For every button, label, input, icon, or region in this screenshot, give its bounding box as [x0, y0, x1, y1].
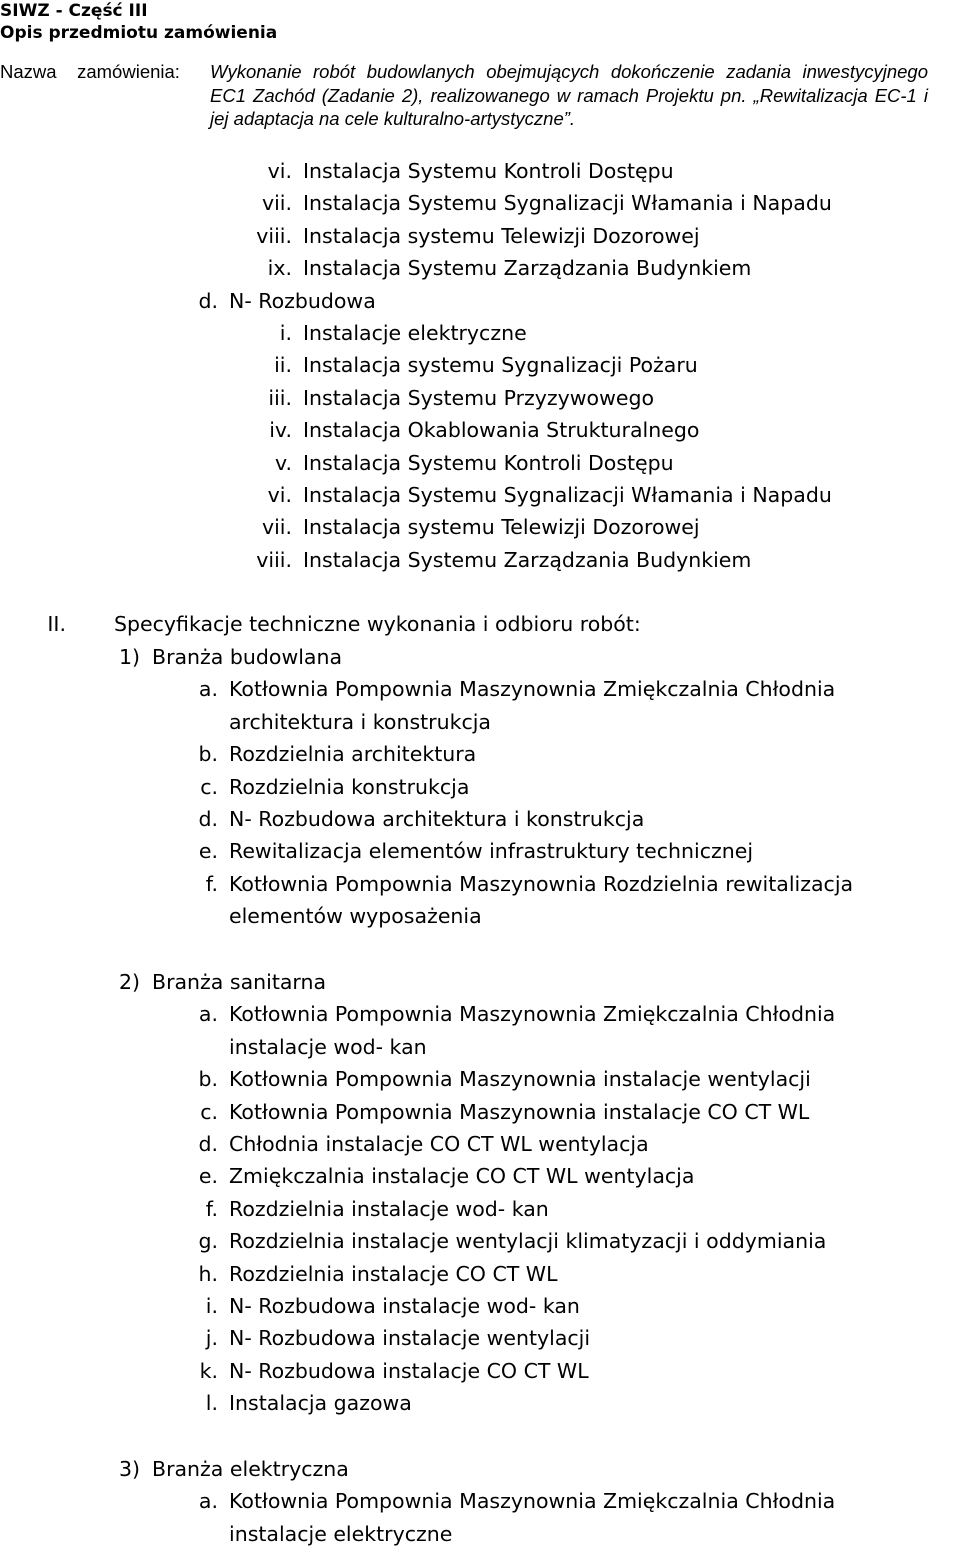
list-item [0, 1322, 960, 1354]
list-marker: f. [205, 1196, 218, 1221]
list-text: instalacje wod- kan [229, 1034, 427, 1059]
list-text: Rozdzielnia architektura [229, 742, 477, 767]
list-marker: 3) [118, 1457, 140, 1481]
list-marker: e. [198, 1164, 218, 1189]
list-marker: i. [205, 1294, 218, 1318]
list-item [0, 1290, 960, 1322]
list-marker: i. [279, 321, 292, 345]
list-text: Specyfikacje techniczne wykonania i odbioru robót: [114, 612, 641, 636]
list-marker: a. [198, 1002, 218, 1027]
list-marker: h. [198, 1261, 218, 1286]
list-marker: vii. [261, 515, 292, 540]
list-item [0, 414, 960, 446]
list-marker: j. [205, 1326, 218, 1351]
list-text: Rozdzielnia instalacje CO CT WL [229, 1261, 558, 1286]
list-item [0, 803, 960, 835]
list-item [0, 511, 960, 543]
list-text: Instalacja Systemu Sygnalizacji Włamania i Napadu [303, 191, 832, 216]
list-item [0, 317, 960, 349]
list-marker: k. [199, 1358, 218, 1383]
list-item [0, 868, 960, 900]
list-marker: 1) [118, 645, 140, 669]
list-text: Instalacja Systemu Kontroli Dostępu [303, 159, 674, 183]
list-marker: d. [198, 1132, 218, 1156]
list-item [0, 1096, 960, 1128]
list-marker: iii. [268, 385, 292, 410]
list-text: Instalacja Systemu Kontroli Dostępu [303, 450, 674, 475]
list-text: Instalacja systemu Telewizji Dozorowej [303, 223, 700, 248]
list-marker: 2) [118, 970, 140, 994]
list-text: Rozdzielnia konstrukcja [229, 774, 470, 799]
list-marker: c. [200, 1099, 218, 1124]
list-marker: ix. [267, 256, 292, 281]
list-text: Kotłownia Pompownia Maszynownia Zmiękczalnia Chłodnia [229, 1489, 836, 1514]
order-name-label: Nazwa zamówienia: [0, 61, 180, 82]
list-text: Chłodnia instalacje CO CT WL wentylacja [229, 1132, 649, 1156]
list-marker: viii. [256, 547, 292, 572]
list-item [0, 187, 960, 219]
list-text: Branża elektryczna [152, 1457, 349, 1481]
list-text: Rewitalizacja elementów infrastruktury technicznej [229, 839, 754, 864]
list-marker: vii. [261, 191, 292, 216]
list-marker: e. [198, 839, 218, 864]
list-item-section-d [0, 285, 960, 317]
list-text: Kotłownia Pompownia Maszynownia instalacje wentylacji [229, 1067, 811, 1092]
list-text: elementów wyposażenia [229, 904, 482, 929]
list-item [0, 479, 960, 511]
list-text: architektura i konstrukcja [229, 709, 491, 734]
list-text: Instalacja Systemu Zarządzania Budynkiem [303, 547, 752, 572]
list-text: Kotłownia Pompownia Maszynownia instalacje CO CT WL [229, 1099, 810, 1124]
list-text: Instalacja systemu Sygnalizacji Pożaru [303, 353, 698, 378]
list-marker: vi. [267, 483, 292, 507]
list-item [0, 1485, 960, 1517]
list-item [0, 1160, 960, 1192]
list-text: Kotłownia Pompownia Maszynownia Rozdzielnia rewitalizacja [229, 871, 854, 896]
list-text: Branża budowlana [152, 645, 343, 669]
list-text: instalacje elektryczne [229, 1521, 453, 1546]
list-marker: ii. [274, 353, 292, 378]
list-item [0, 1128, 960, 1160]
list-item-continuation [0, 900, 960, 932]
list-text: Instalacja Okablowania Strukturalnego [303, 418, 700, 443]
list-item [0, 998, 960, 1030]
list-marker: a. [198, 1489, 218, 1514]
list-item-continuation [0, 1031, 960, 1063]
list-item [0, 1225, 960, 1257]
list-item [0, 220, 960, 252]
list-text: Rozdzielnia instalacje wentylacji klimatyzacji i oddymiania [229, 1229, 827, 1254]
list-text: N- Rozbudowa instalacje wentylacji [229, 1326, 591, 1351]
list-text: N- Rozbudowa [229, 288, 376, 313]
list-item [0, 835, 960, 867]
list-item [0, 349, 960, 381]
list-item [0, 1258, 960, 1290]
document-subtitle: Opis przedmiotu zamówienia [0, 23, 278, 43]
list-item [0, 673, 960, 705]
page-header [0, 0, 960, 44]
list-marker: b. [198, 1067, 218, 1092]
list-text: Rozdzielnia instalacje wod- kan [229, 1196, 549, 1221]
list-item [0, 1355, 960, 1387]
list-item [0, 155, 960, 187]
list-item [0, 1193, 960, 1225]
list-item-continuation [0, 1518, 960, 1550]
list-marker: c. [200, 774, 218, 799]
list-item [0, 771, 960, 803]
list-marker: d. [198, 288, 218, 313]
document-title: SIWZ - Część III [0, 1, 148, 21]
section-heading-ii [0, 608, 960, 640]
list-marker: iv. [269, 418, 292, 443]
branch-heading [0, 641, 960, 673]
list-item [0, 544, 960, 576]
list-marker: a. [198, 677, 218, 702]
list-marker: II. [47, 612, 66, 636]
list-text: Kotłownia Pompownia Maszynownia Zmiękczalnia Chłodnia [229, 1002, 836, 1027]
list-item [0, 252, 960, 284]
list-text: Zmiękczalnia instalacje CO CT WL wentylacja [229, 1164, 695, 1189]
list-item-continuation [0, 706, 960, 738]
list-text: Instalacja Systemu Sygnalizacji Włamania i Napadu [303, 483, 832, 507]
list-text: N- Rozbudowa instalacje CO CT WL [229, 1358, 589, 1383]
list-item [0, 738, 960, 770]
list-marker: b. [198, 742, 218, 767]
list-marker: f. [205, 871, 218, 896]
list-text: N- Rozbudowa instalacje wod- kan [229, 1294, 580, 1318]
list-text: Instalacja Systemu Zarządzania Budynkiem [303, 256, 752, 281]
list-text: Instalacja Systemu Przyzywowego [303, 385, 655, 410]
list-text: Instalacje elektryczne [303, 321, 527, 345]
list-text: Kotłownia Pompownia Maszynownia Zmiękczalnia Chłodnia [229, 677, 836, 702]
order-name-text: Wykonanie robót budowlanych obejmujących dokończenie zadania inwestycyjnego EC1 Zachód (Zadanie 2), realizowanego w ramach Projektu pn. „Rewitalizacja EC-1 i jej adaptacja na cele kulturalno-artystyczne”. [210, 61, 928, 129]
list-text: Instalacja gazowa [229, 1391, 412, 1416]
list-text: N- Rozbudowa architektura i konstrukcja [229, 807, 645, 831]
list-marker: vi. [267, 159, 292, 183]
list-text: Branża sanitarna [152, 970, 327, 994]
list-item [0, 382, 960, 414]
list-marker: d. [198, 807, 218, 831]
list-item [0, 1387, 960, 1419]
list-item [0, 1063, 960, 1095]
branch-heading [0, 966, 960, 998]
list-marker: l. [205, 1391, 218, 1416]
list-text: Instalacja systemu Telewizji Dozorowej [303, 515, 700, 540]
list-marker: v. [274, 450, 292, 475]
list-marker: g. [198, 1229, 218, 1254]
branch-heading [0, 1453, 960, 1485]
list-marker: viii. [256, 223, 292, 248]
list-item [0, 447, 960, 479]
